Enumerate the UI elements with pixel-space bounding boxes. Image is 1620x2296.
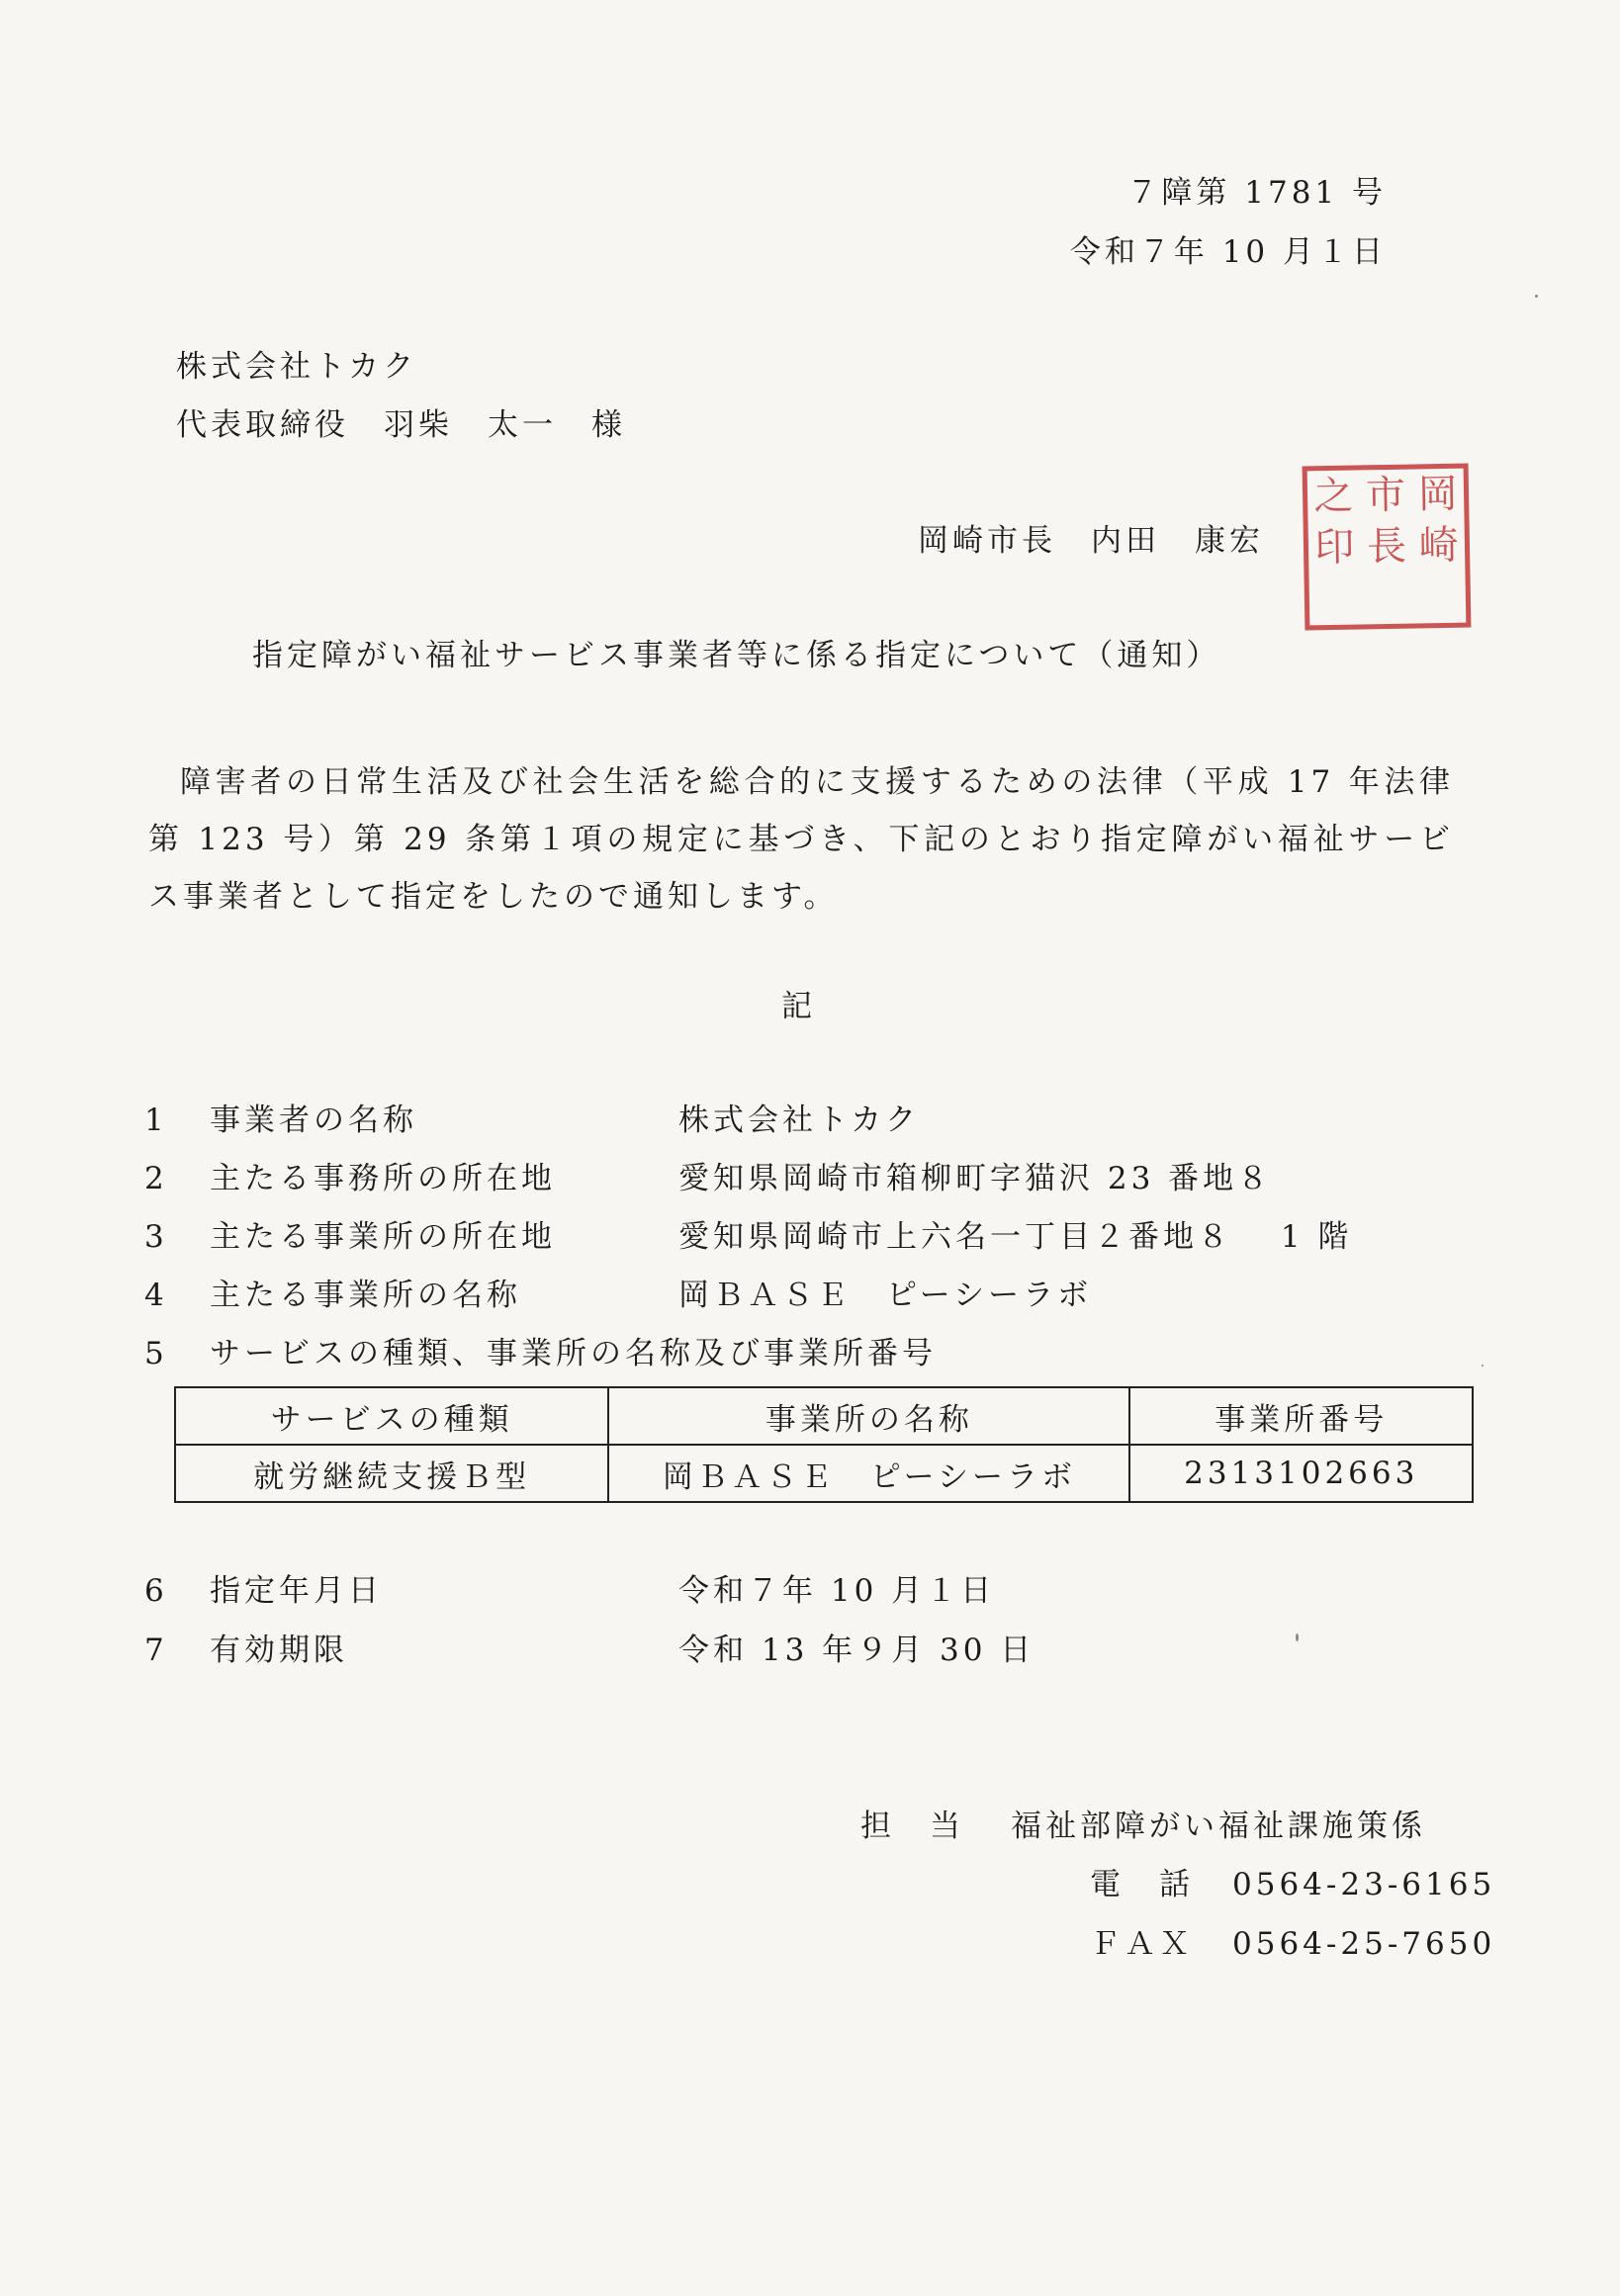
item-number: 4: [144, 1278, 168, 1313]
official-seal-icon: [1303, 464, 1472, 631]
seal-char: [1413, 572, 1467, 624]
item-value: 愛知県岡崎市箱柳町字猫沢 23 番地８: [678, 1161, 1273, 1196]
document-number: ７障第 1781 号: [1126, 175, 1387, 211]
ki-heading: 記: [781, 989, 816, 1024]
table-header-row: [175, 1387, 1473, 1445]
paper-speck: [1482, 1365, 1484, 1367]
item-value: 愛知県岡崎市上六名一丁目２番地８ 1 階: [678, 1219, 1353, 1255]
sender-name: 岡崎市長 内田 康宏: [918, 523, 1264, 559]
item-number: 5: [144, 1336, 168, 1371]
recipient-company: 株式会社トカク: [176, 349, 418, 385]
item-number: 6: [144, 1573, 168, 1609]
item-label: 指定年月日: [210, 1573, 383, 1609]
phone-label: 電 話: [1090, 1867, 1194, 1902]
item-value: 株式会社トカク: [678, 1103, 921, 1138]
item-number: 2: [144, 1161, 168, 1196]
item-value: 令和 13 年９月 30 日: [678, 1633, 1035, 1668]
seal-char: [1308, 573, 1362, 625]
item-value: 岡ＢＡＳＥ ピーシーラボ: [678, 1278, 1093, 1313]
table-header-cell: 事業所の名称: [608, 1387, 1129, 1445]
paper-speck: [1535, 295, 1538, 298]
recipient-name: 代表取締役 羽柴 太一 様: [176, 407, 626, 443]
phone-number: 0564-23-6165: [1232, 1867, 1496, 1902]
item-number: 3: [144, 1219, 168, 1255]
seal-char: 長: [1366, 523, 1407, 571]
contact-department: 福祉部障がい福祉課施策係: [1011, 1809, 1426, 1844]
item-number: 1: [144, 1103, 168, 1138]
fax-number: 0564-25-7650: [1232, 1926, 1496, 1962]
table-cell: 岡ＢＡＳＥ ピーシーラボ: [608, 1445, 1129, 1502]
paper-speck: [1296, 1634, 1299, 1641]
contact-label: 担 当: [860, 1809, 964, 1844]
item-label: 主たる事務所の所在地: [210, 1161, 556, 1196]
table-header-cell: サービスの種類: [175, 1387, 608, 1445]
document-subject: 指定障がい福祉サービス事業者等に係る指定について（通知）: [252, 638, 1221, 673]
table-cell: 2313102663: [1129, 1445, 1473, 1502]
item-number: 7: [144, 1633, 168, 1668]
seal-char: [1361, 573, 1414, 625]
fax-label: ＦＡＸ: [1090, 1926, 1194, 1962]
seal-char: 之: [1313, 473, 1354, 520]
table-cell: 就労継続支援Ｂ型: [175, 1445, 608, 1502]
table-header-cell: 事業所番号: [1129, 1387, 1473, 1445]
item-label: 主たる事業所の名称: [210, 1278, 521, 1313]
item-label: 有効期限: [210, 1633, 348, 1668]
document-date: 令和７年 10 月１日: [1069, 234, 1387, 270]
item-value: 令和７年 10 月１日: [678, 1573, 996, 1609]
seal-char: 市: [1365, 472, 1406, 519]
item-label: サービスの種類、事業所の名称及び事業所番号: [210, 1336, 937, 1371]
seal-char: 岡: [1417, 471, 1459, 518]
body-paragraph: 障害者の日常生活及び社会生活を総合的に支援するための法律（平成 17 年法律第 123 号）第 29 条第１項の規定に基づき、下記のとおり指定障がい福祉サービス事業者として指定をしたので通知します。: [148, 764, 1454, 915]
item-label: 事業者の名称: [210, 1103, 417, 1138]
seal-char: 崎: [1418, 522, 1460, 570]
table-row: [175, 1445, 1473, 1502]
item-label: 主たる事業所の所在地: [210, 1219, 556, 1255]
seal-char: 印: [1313, 524, 1355, 572]
service-table: [174, 1386, 1474, 1503]
